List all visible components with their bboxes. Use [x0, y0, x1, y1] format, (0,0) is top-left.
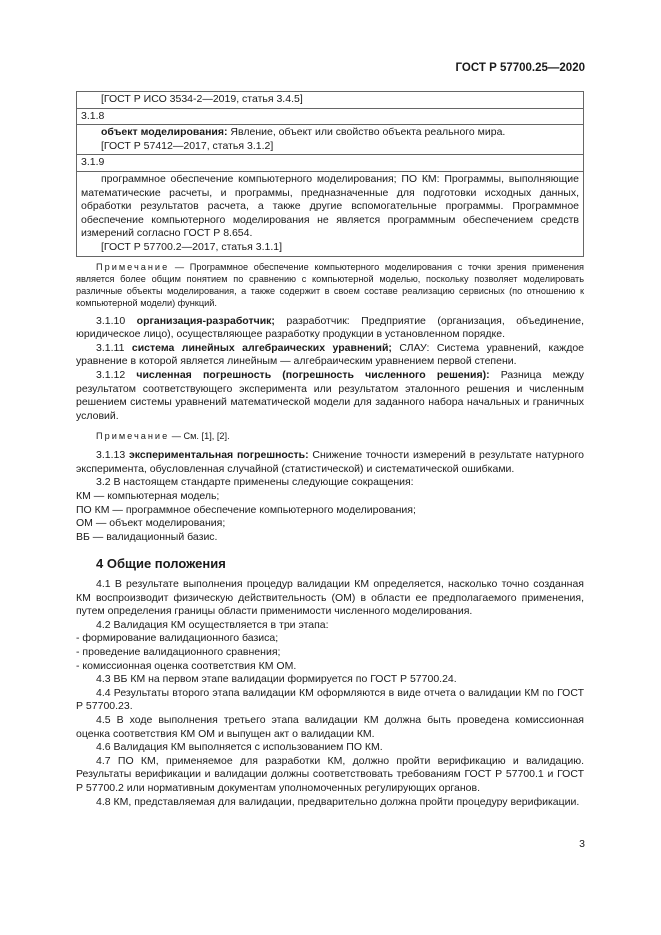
abbreviation-item: ВБ — валидационный базис. — [76, 530, 218, 543]
section-heading: 4 Общие положения — [96, 556, 226, 572]
term-def-text: Явление, объект или свойство объекта реального мира. — [227, 126, 506, 139]
clause-number: 3.1.13 — [96, 449, 129, 462]
term-frame-3-1-8 — [76, 124, 584, 154]
term-name: система линейных алгебраических уравнений; — [131, 341, 392, 354]
term-frame-3-1-9 — [76, 171, 584, 257]
clause-number: 3.1.11 — [96, 341, 132, 354]
paragraph-4-3: 4.3 ВБ КМ на первом этапе валидации формируется по ГОСТ Р 57700.24. — [96, 673, 457, 686]
reference: [ГОСТ Р 57412—2017, статья 3.1.2] — [101, 139, 274, 152]
note-label: Примечание — [96, 261, 170, 272]
term-def-text: разработчик: Предприятие (организация, объединение, юридическое лицо), осуществляющее разработку продукции в установленном порядке. — [76, 314, 584, 341]
note — [76, 430, 584, 442]
term-name: экспериментальная погрешность: — [128, 449, 309, 462]
stage-item: - проведение валидационного сравнения; — [76, 646, 281, 658]
reference: [ГОСТ Р ИСО 3534-2—2019, статья 3.4.5] — [101, 93, 303, 105]
term-def-text: Разница между результатом соответствующего эксперимента или результатом эталонного решения и численным решением системы уравнений математической модели для заданного набора начальных и граничных условий. — [76, 368, 584, 422]
definition-3-1-12 — [76, 369, 584, 423]
definition-3-1-10 — [76, 315, 584, 342]
paragraph-4-6: 4.6 Валидация КМ выполняется с использованием ПО КМ. — [96, 741, 383, 754]
page-number: 3 — [579, 838, 585, 850]
term-name: численная погрешность (погрешность численного решения): — [136, 368, 490, 381]
stage-item: - формирование валидационного базиса; — [76, 632, 279, 645]
term-frame-ref — [76, 91, 584, 108]
paragraph-4-2: 4.2 Валидация КМ осуществляется в три этапа: — [96, 618, 329, 631]
abbreviation-item: КМ — компьютерная модель; — [76, 490, 220, 503]
reference: [ГОСТ Р 57700.2—2017, статья 3.1.1] — [101, 240, 283, 253]
page-content — [76, 91, 584, 809]
term-number — [76, 108, 584, 125]
term-number — [76, 154, 584, 171]
note-label: Примечание — [96, 431, 170, 442]
term-name: объект моделирования: — [101, 126, 228, 139]
clause-number: 3.1.10 — [96, 314, 137, 327]
note — [76, 261, 584, 309]
term-def-text: Снижение точности измерений в результате натурного эксперимента, обусловленная случайной (статистической) и систематической ошибками. — [76, 449, 584, 475]
document-code: ГОСТ Р 57700.25—2020 — [455, 62, 585, 74]
paragraph-4-5: 4.5 В ходе выполнения третьего этапа валидации КМ должна быть проведена комиссионная оценка соответствия КМ ОМ и выпущен акт о валидации КМ. — [76, 713, 584, 740]
term-number-label: 3.1.9 — [81, 156, 105, 169]
definition-3-1-11 — [76, 342, 584, 369]
term-definition — [81, 126, 579, 140]
clause-number: 3.1.12 — [96, 368, 137, 381]
note-text: — См. [1], [2]. — [169, 431, 230, 442]
stage-item: - комиссионная оценка соответствия КМ ОМ. — [76, 659, 297, 672]
definition-3-1-13 — [76, 449, 584, 476]
paragraph-4-1: 4.1 В результате выполнения процедур валидации КМ определяется, насколько точно созданная КМ воспроизводит физическую действительность (ОМ) в области ее предполагаемого применения, путем определения границы области применимости численного моделирования. — [76, 578, 584, 618]
paragraph-4-4: 4.4 Результаты второго этапа валидации КМ оформляются в виде отчета о валидации КМ по ГОСТ Р 57700.23. — [76, 686, 584, 713]
term-name: организация-разработчик; — [136, 314, 275, 327]
term-def-text: СЛАУ: Система уравнений, каждое уравнение в которой является линейным — алгебраическим уравнением первой степени. — [76, 341, 584, 368]
abbreviation-item: ПО КМ — программное обеспечение компьютерного моделирования; — [76, 503, 416, 516]
note-text: — Программное обеспечение компьютерного моделирования с точки зрения применения является более общим понятием по сравнению с компьютерной моделью, поскольку позволяет моделировать различные объекты моделирования, а также содержит в своем составе реализацию сервисных (по отношению к компьютерной модели) функций. — [76, 261, 584, 308]
abbreviations-intro: 3.2 В настоящем стандарте применены следующие сокращения: — [96, 476, 414, 489]
term-number-label: 3.1.8 — [81, 109, 105, 122]
paragraph-4-7: 4.7 ПО КМ, применяемое для разработки КМ, должно пройти верификацию и валидацию. Результаты верификации и валидации должны соответствовать требованиям ГОСТ Р 57700.1 и ГОСТ Р 57700.2 или нормативным документам уполномоченных регулирующих органов. — [76, 754, 584, 794]
paragraph-4-8: 4.8 КМ, представляемая для валидации, предварительно должна пройти процедуру верификации. — [96, 795, 580, 808]
abbreviation-item: ОМ — объект моделирования; — [76, 517, 226, 530]
term-definition: программное обеспечение компьютерного моделирования; ПО КМ: Программы, выполняющие математические расчеты, и программы, предназначенные для подготовки исходных данных, обработки результатов расчета, а также другие вспомогательные программы. Программное обеспечение компьютерного моделирования не является программным обеспечением средств измерений согласно ГОСТ Р 8.654. — [81, 172, 579, 240]
